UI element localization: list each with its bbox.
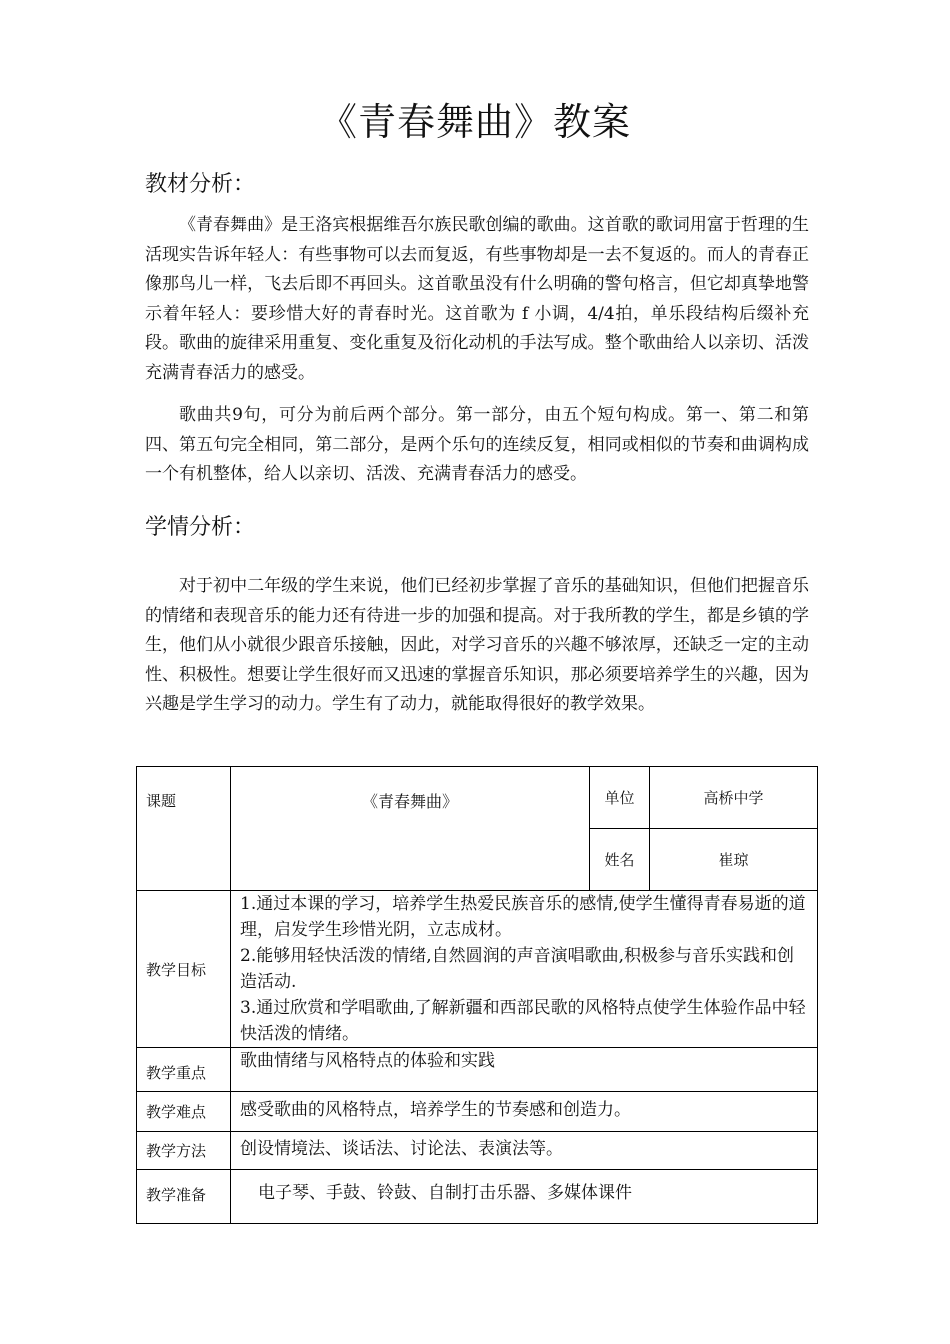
goals-content [231,891,818,1048]
method-label: 教学方法 [137,1132,231,1170]
material-analysis-paragraph-1: 《青春舞曲》是王洛宾根据维吾尔族民歌创编的歌曲。这首歌的歌词用富于哲理的生活现实告诉年轻人：有些事物可以去而复返，有些事物却是一去不复返的。而人的青春正像那鸟儿一样，飞去后即不再回头。这首歌虽没有什么明确的警句格言，但它却真挚地警示着年轻人：要珍惜大好的青春时光。这首歌为 f 小调，4/4拍，单乐段结构后缀补充段。歌曲的旋律采用重复、变化重复及衍化动机的手法写成。整个歌曲给人以亲切、活泼充满青春活力的感受。 [145,215,809,383]
preparation-label: 教学准备 [137,1170,231,1224]
method-value: 创设情境法、谈话法、讨论法、表演法等。 [231,1132,818,1170]
table-row [137,1132,818,1170]
material-analysis-heading: 教材分析： [145,172,256,197]
table-row [137,1048,818,1092]
difficulty-label: 教学难点 [137,1092,231,1132]
table-row [137,1092,818,1132]
preparation-value: 电子琴、手鼓、铃鼓、自制打击乐器、多媒体课件 [231,1170,818,1224]
page-title: 《青春舞曲》教案 [318,100,631,144]
topic-label: 课题 [137,767,231,891]
unit-value: 高桥中学 [650,767,818,829]
topic-value: 《青春舞曲》 [231,767,590,891]
table-row [137,891,818,1048]
goal-item: 1.通过本课的学习，培养学生热爱民族音乐的感情,使学生懂得青春易逝的道理，启发学生珍惜光阴，立志成材。 [240,894,806,940]
student-analysis-heading: 学情分析： [145,515,256,540]
unit-label: 单位 [590,767,650,829]
name-value: 崔琼 [650,829,818,891]
student-analysis-paragraph: 对于初中二年级的学生来说，他们已经初步掌握了音乐的基础知识，但他们把握音乐的情绪和表现音乐的能力还有待进一步的加强和提高。对于我所教的学生，都是乡镇的学生，他们从小就很少跟音乐接触，因此，对学习音乐的兴趣不够浓厚，还缺乏一定的主动性、积极性。想要让学生很好而又迅速的掌握音乐知识，那必须要培养学生的兴趣，因为兴趣是学生学习的动力。学生有了动力，就能取得很好的教学效果。 [145,576,809,714]
goal-item: 2.能够用轻快活泼的情绪,自然圆润的声音演唱歌曲,积极参与音乐实践和创造活动. [240,946,795,992]
goals-label: 教学目标 [137,891,231,1048]
name-label: 姓名 [590,829,650,891]
table-row [137,1170,818,1224]
lesson-plan-table [136,766,818,1224]
key-points-label: 教学重点 [137,1048,231,1092]
table-row [137,767,818,829]
key-points-value: 歌曲情绪与风格特点的体验和实践 [231,1048,818,1092]
material-analysis-paragraph-2: 歌曲共9句，可分为前后两个部分。第一部分，由五个短句构成。第一、第二和第四、第五句完全相同，第二部分，是两个乐句的连续反复，相同或相似的节奏和曲调构成一个有机整体，给人以亲切、活泼、充满青春活力的感受。 [145,405,809,484]
goal-item: 3.通过欣赏和学唱歌曲,了解新疆和西部民歌的风格特点使学生体验作品中轻快活泼的情绪。 [240,998,806,1044]
difficulty-value: 感受歌曲的风格特点，培养学生的节奏感和创造力。 [231,1092,818,1132]
